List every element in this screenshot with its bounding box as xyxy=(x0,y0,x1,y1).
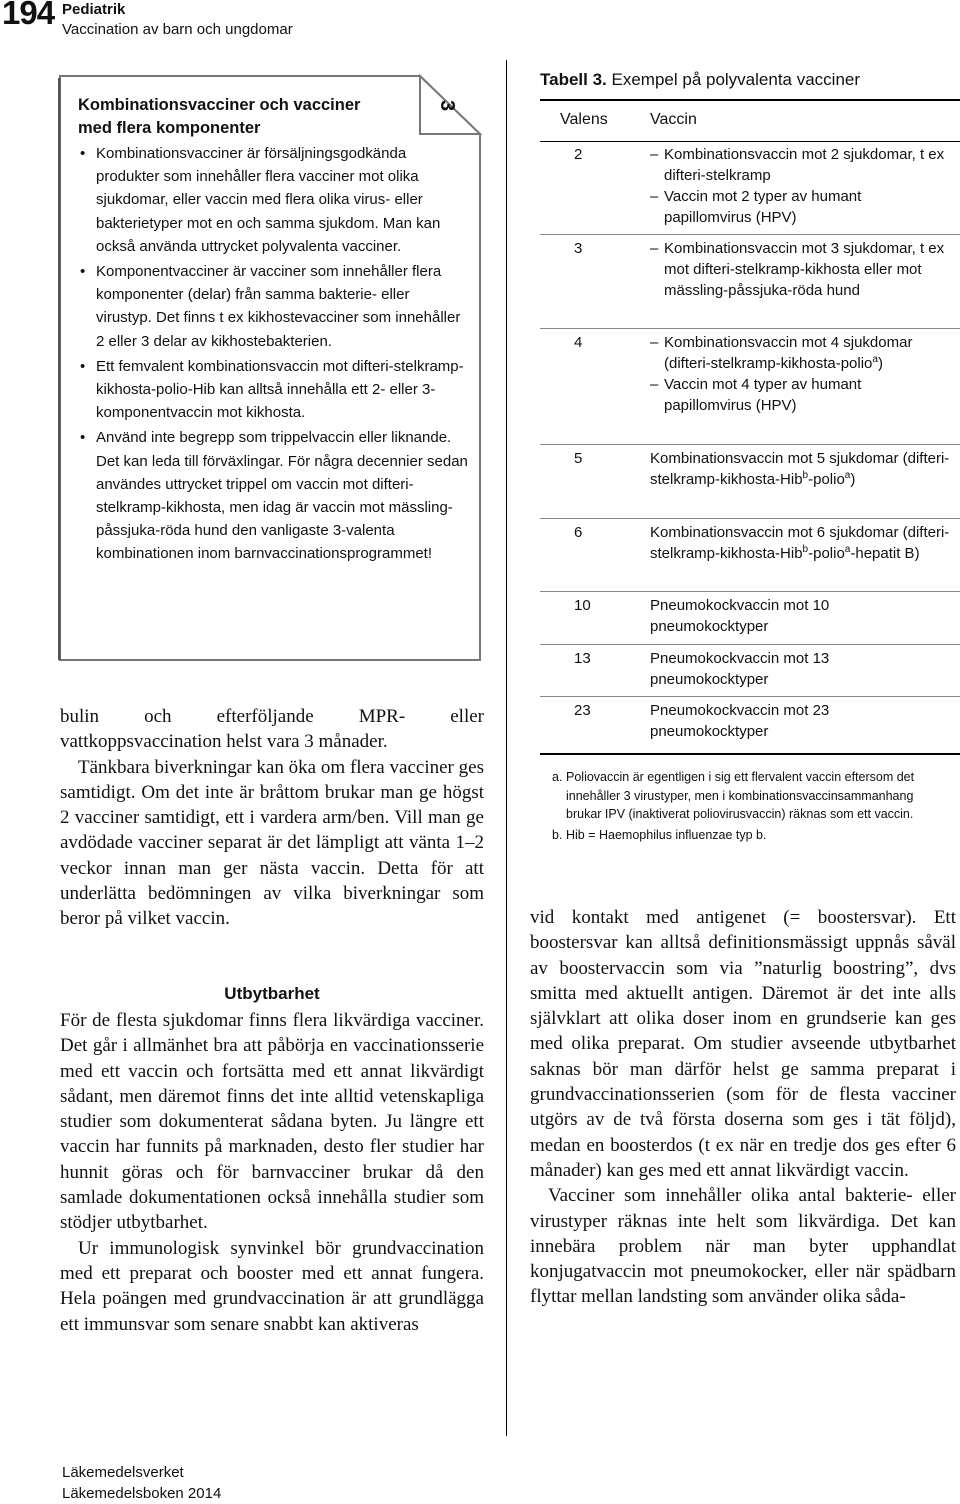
page-number: 194 xyxy=(2,0,55,31)
note-text: Hib = Haemophilus influenzae typ b. xyxy=(566,827,767,842)
note-label: b. xyxy=(552,827,563,842)
column-header-vaccin: Vaccin xyxy=(650,111,697,128)
box-number-marker: 3 xyxy=(436,99,459,112)
vaccin-cell xyxy=(650,648,950,690)
vaccin-text: Kombinationsvaccin mot 6 sjukdomar (difteri-stelkramp-kikhosta-Hib xyxy=(650,524,950,562)
list-item: • Ett femvalent kombinationsvaccin mot difteri-stelkramp-kikhosta-polio-Hib kan alltså innehålla ett 2- eller 3-komponentvaccin mot kikhosta. xyxy=(78,355,468,425)
list-item: • Använd inte begrepp som trippelvaccin eller liknande. Det kan leda till förväxlingar. För några decennier sedan användes uttrycket trippel om vaccin mot difteri-stelkramp-kikhosta, men idag är vaccin mot mässling-påssjuka-röda hund den vanligaste 3-valenta kombinationen inom barnvaccinationsprogrammet! xyxy=(78,426,468,565)
valens-cell: 3 xyxy=(574,240,583,257)
row-divider xyxy=(540,234,960,235)
table-title: Exempel på polyvalenta vacciner xyxy=(611,70,861,89)
valens-cell: 4 xyxy=(574,334,583,351)
paragraph: Tänkbara biverkningar kan öka om flera vacciner ges samtidigt. Om det inte är bråttom brukar man ge högst 2 vacciner samtidigt, ett i vardera arm/ben. Vill man ge avdödade vacciner separat är det lämpligt att vänta 1–2 veckor innan man ger nästa vaccin. Detta för att underlätta bedömningen av vilka biverkningar som beror på vilket vaccin. xyxy=(60,756,484,930)
table-label: Tabell 3. xyxy=(540,70,607,89)
left-column-text-bottom xyxy=(60,1008,484,1337)
table-caption xyxy=(540,70,860,90)
vaccin-cell xyxy=(650,448,950,490)
footnote-marker: b xyxy=(802,470,809,481)
vaccin-text: -polio xyxy=(808,545,845,562)
valens-cell: 13 xyxy=(574,650,591,667)
note-label: a. xyxy=(552,770,563,784)
right-column-text xyxy=(530,905,956,1310)
paragraph: Ur immunologisk synvinkel bör grundvaccination med ett preparat och booster med ett annat fungera. Hela poängen med grundvaccination är att grundlägga ett immunsvar som senare snabbt kan aktiveras xyxy=(60,1237,484,1335)
vaccin-item: – Vaccin mot 4 typer av humant papillomvirus (HPV) xyxy=(650,374,950,416)
vaccin-item: – Kombinationsvaccin mot 2 sjukdomar, t ex difteri-stelkramp xyxy=(650,144,950,186)
vaccin-item: – Vaccin mot 2 typer av humant papillomvirus (HPV) xyxy=(650,186,950,228)
valens-cell: 6 xyxy=(574,524,583,541)
row-divider xyxy=(540,591,960,592)
section-title: Pediatrik xyxy=(62,1,126,18)
column-divider xyxy=(506,60,507,1436)
vaccin-text: ) xyxy=(850,471,856,488)
table-header-rule xyxy=(540,141,960,142)
paragraph: Vacciner som innehåller olika antal bakterie- eller virustyper räknas inte helt som likvärdiga. Det kan innebära problem när man byter upphandlat konjugatvaccin mot pneumokocker, eller när spädbarn flyttar mellan landsting som använder olika såda- xyxy=(530,1185,956,1308)
row-divider xyxy=(540,444,960,445)
footnote-marker: a xyxy=(844,544,851,555)
chapter-title: Vaccination av barn och ungdomar xyxy=(62,21,293,38)
row-divider xyxy=(540,696,960,697)
table-top-rule xyxy=(540,99,960,101)
column-header-valens: Valens xyxy=(560,111,608,128)
vaccin-cell xyxy=(650,332,950,416)
fact-box-title xyxy=(78,94,468,140)
valens-cell: 5 xyxy=(574,450,583,467)
running-header xyxy=(62,0,293,40)
row-divider xyxy=(540,644,960,645)
valens-cell: 2 xyxy=(574,146,583,163)
vaccin-text: -hepatit B) xyxy=(850,545,920,562)
publication: Läkemedelsboken 2014 xyxy=(62,1485,222,1502)
list-item: • Kombinationsvacciner är försäljningsgodkända produkter som innehåller flera vacciner mot olika sjukdomar, eller vaccin med flera olika virus- eller bakterietyper mot en och samma sjukdom. Man kan också använda uttrycket polyvalenta vacciner. xyxy=(78,142,468,258)
table-notes xyxy=(552,768,948,846)
row-divider xyxy=(540,518,960,519)
fact-box-content xyxy=(78,94,468,568)
valens-cell: 23 xyxy=(574,702,591,719)
vaccin-cell xyxy=(650,144,950,228)
note-text: Poliovaccin är egentligen i sig ett flervalent vaccin eftersom det innehåller 3 virustyper, men i kombinationsvaccinsammanhang brukar IPV (inaktiverat poliovirusvaccin) räknas som ett vaccin. xyxy=(566,770,915,821)
paragraph: vid kontakt med antigenet (= boostersvar). Ett boostersvar kan alltså definitionsmässigt uppnås såväl av boostervaccin som via ”naturlig boostring”, dvs smitta med aktuellt antigen. Däremot är det inte alls självklart att olika doser inom en grundserie kan ges med olika preparat. Om studier avseende utbytbarhet saknas bör man därför helst ge samma preparat i grundvaccinationsserien (som för de flesta vacciner utgörs av de två första doserna som ges i tät följd), medan en boosterdos (t ex när en tredje dos ges efter 6 månader) kan ges med ett annat likvärdigt vaccin. xyxy=(530,907,956,1181)
table-note xyxy=(552,768,948,824)
vaccin-cell xyxy=(650,700,950,742)
vaccin-item: Pneumokockvaccin mot 13 pneumokocktyper xyxy=(650,650,830,688)
footnote-marker: b xyxy=(802,544,809,555)
publisher: Läkemedelsverket xyxy=(62,1464,184,1481)
vaccin-item: Pneumokockvaccin mot 23 pneumokocktyper xyxy=(650,702,830,740)
paragraph: bulin och efterföljande MPR- eller vattkoppsvaccination helst vara 3 månader. xyxy=(60,706,484,753)
vaccin-item: Pneumokockvaccin mot 10 pneumokocktyper xyxy=(650,597,830,635)
valens-cell: 10 xyxy=(574,597,591,614)
footnote-marker: a xyxy=(872,354,878,365)
vaccin-text: Kombinationsvaccin mot 5 sjukdomar (difteri-stelkramp-kikhosta-Hib xyxy=(650,450,950,488)
vaccin-text: Kombinationsvaccin mot 4 sjukdomar (difteri-stelkramp-kikhosta-polio xyxy=(664,334,913,372)
section-subheading: Utbytbarhet xyxy=(224,984,320,1003)
vaccin-item xyxy=(650,522,950,564)
vaccin-cell xyxy=(650,522,950,564)
vaccin-cell xyxy=(650,238,950,301)
vaccin-item xyxy=(650,448,950,490)
fact-box-title-line: Kombinationsvacciner och vacciner xyxy=(78,96,361,114)
page-footer xyxy=(62,1462,221,1504)
paragraph: För de flesta sjukdomar finns flera likvärdiga vacciner. Det går i allmänhet bra att påbörja en vaccinationsserie med ett vaccin och fortsätta med ett annat likvärdigt sådant, men däremot finns det inte alltid vetenskapliga studier som dokumenterat sådana byten. Ju längre ett vaccin har funnits på marknaden, desto fler studier har hunnit göras och för barnvacciner brukar då den samlade dokumentationen också innehålla studier som stödjer utbytbarhet. xyxy=(60,1010,484,1234)
table-bottom-rule xyxy=(540,753,960,755)
vaccin-text: -polio xyxy=(808,471,845,488)
fact-box-title-line: med flera komponenter xyxy=(78,119,261,137)
fact-box-list xyxy=(78,142,468,566)
row-divider xyxy=(540,328,960,329)
list-item: • Komponentvacciner är vacciner som innehåller flera komponenter (delar) från samma bakterie- eller virustyp. Det finns t ex kikhostevacciner som innehåller 2 eller 3 delar av kikhostebakterien. xyxy=(78,260,468,353)
vaccin-item: – Kombinationsvaccin mot 3 sjukdomar, t ex mot difteri-stelkramp-kikhosta eller mot mässling-påssjuka-röda hund xyxy=(650,238,950,301)
footnote-marker: a xyxy=(844,470,851,481)
vaccin-cell xyxy=(650,595,950,637)
vaccin-item xyxy=(650,332,950,374)
vaccin-text: ) xyxy=(877,355,883,372)
fact-box xyxy=(58,74,482,658)
table-note xyxy=(552,826,948,845)
left-column-text-top xyxy=(60,704,484,932)
